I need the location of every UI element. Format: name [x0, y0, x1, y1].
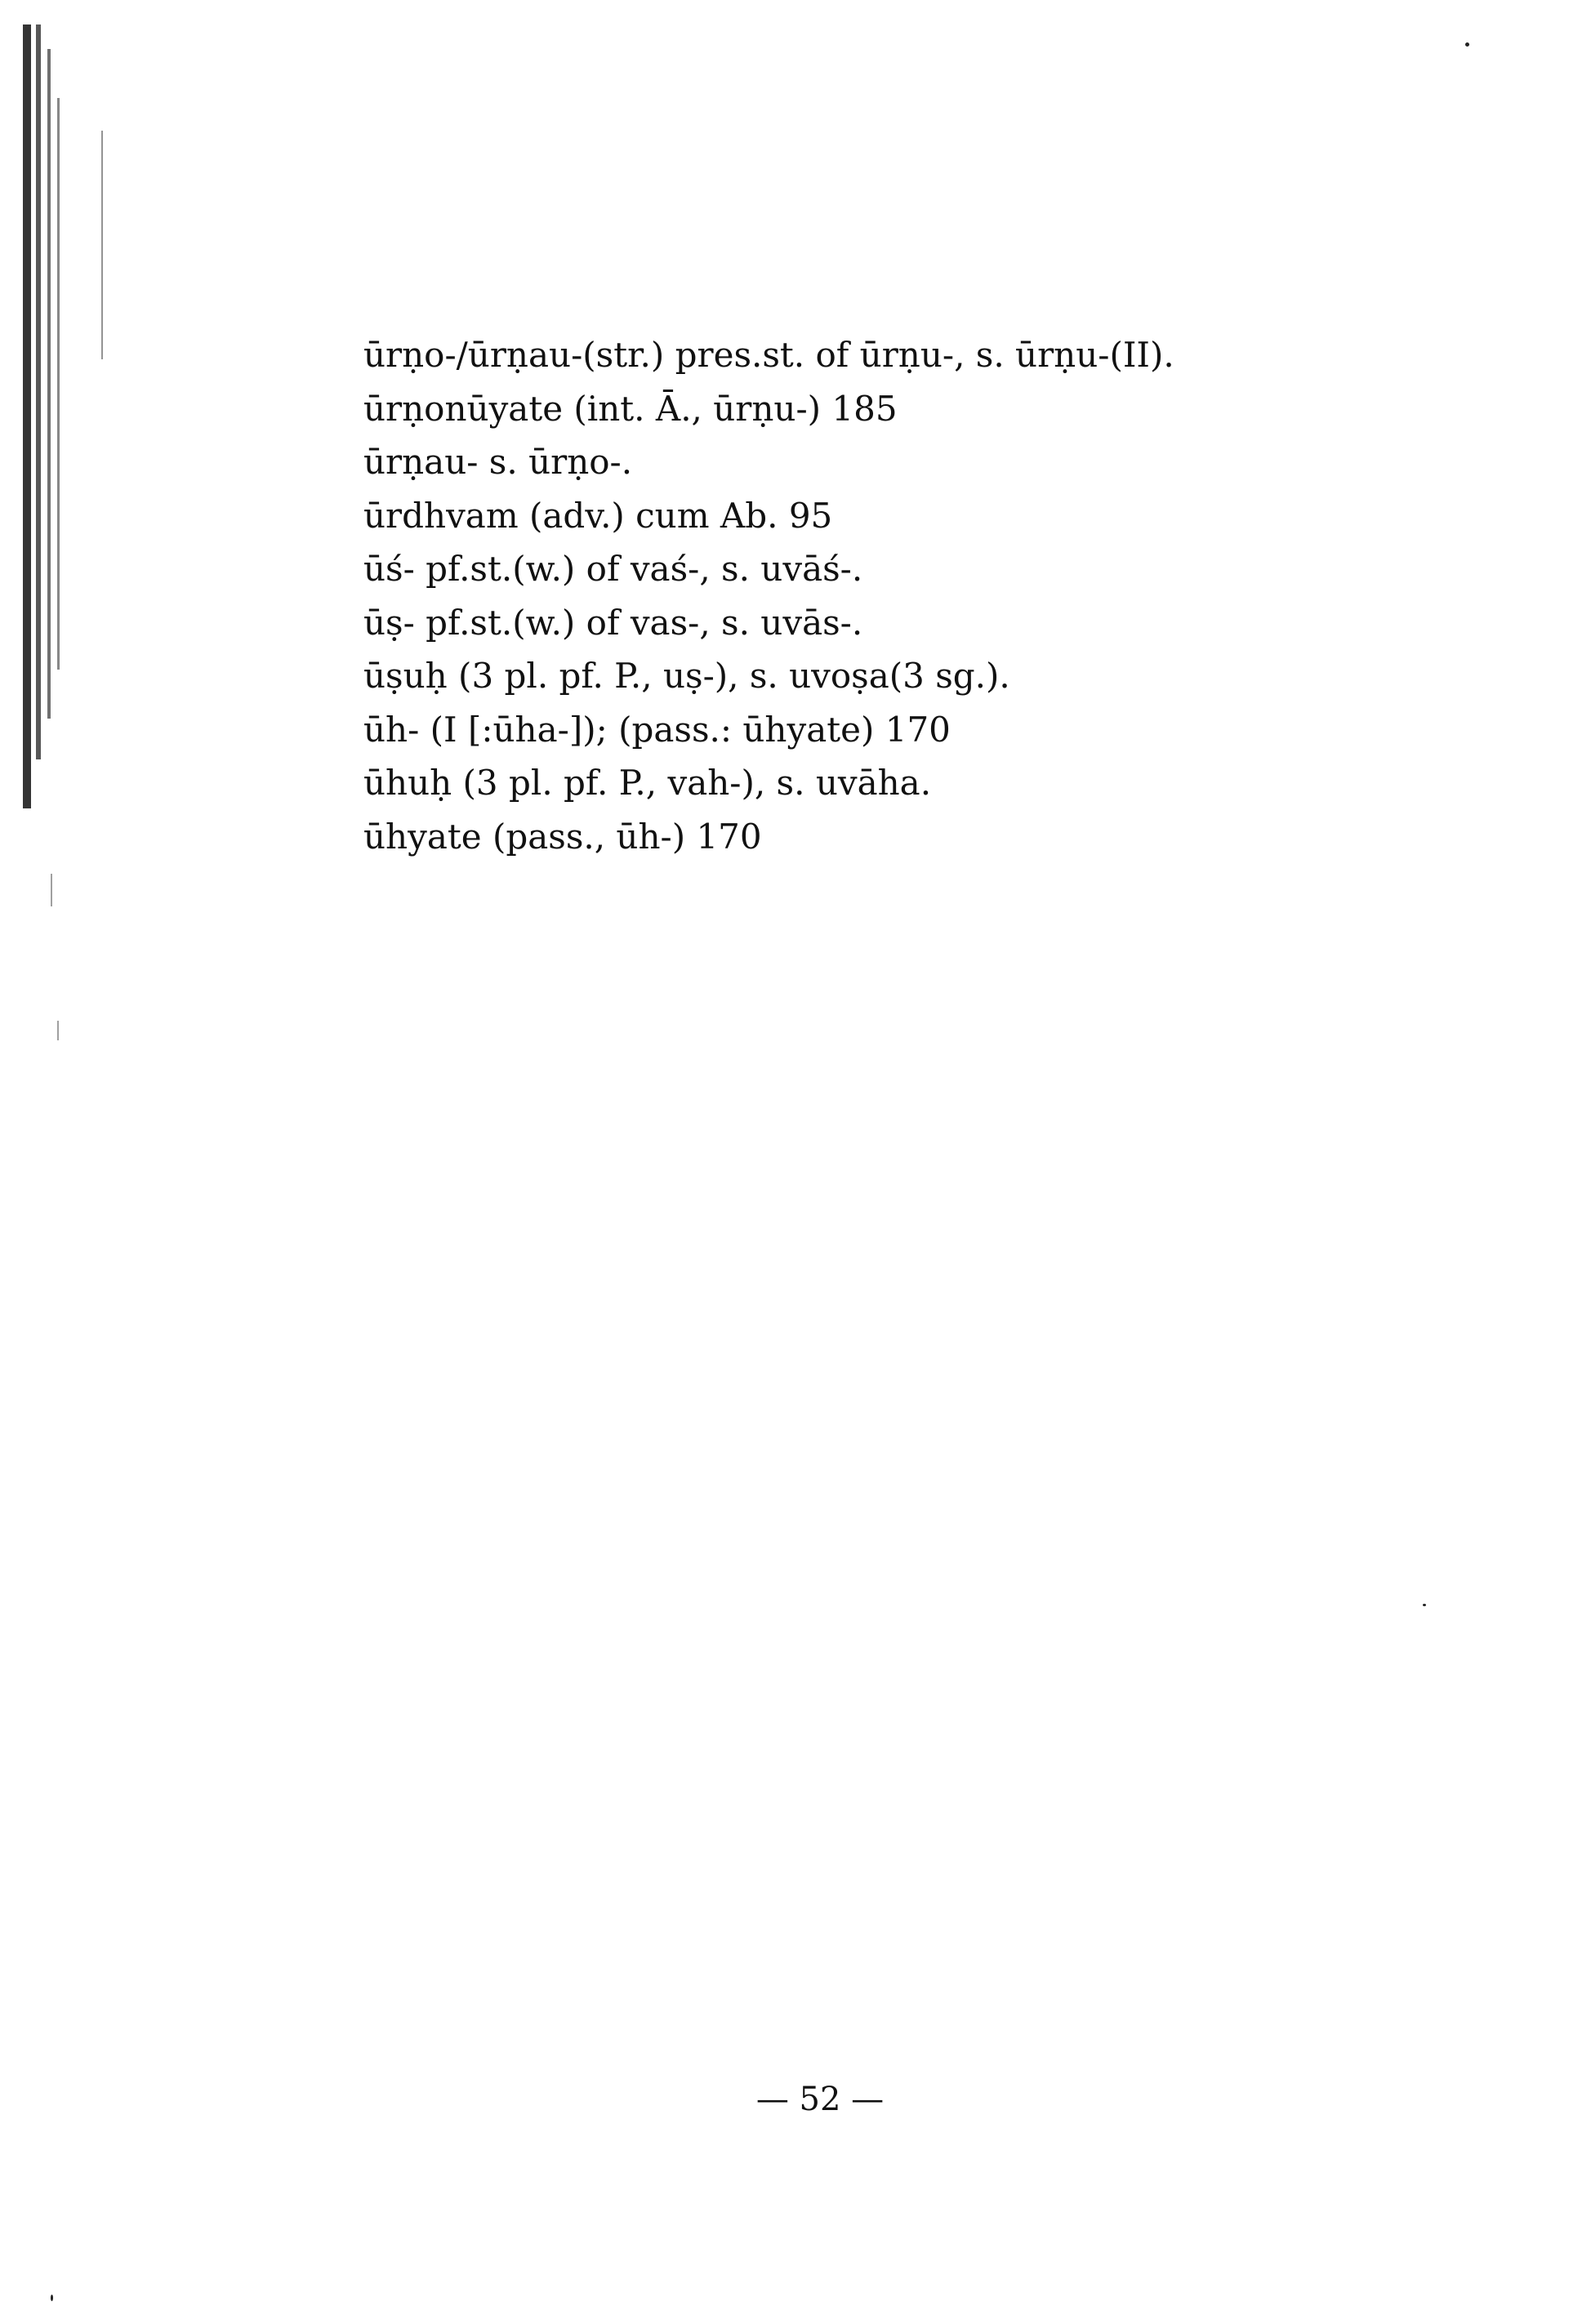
scan-edge-artifact [57, 1021, 59, 1040]
dictionary-entry: ūhyate (pass., ūh-) 170 [363, 816, 762, 857]
scan-edge-artifact [57, 98, 60, 670]
scan-speck [51, 2295, 53, 2301]
scan-speck [1423, 1604, 1426, 1606]
dictionary-entry-list [363, 328, 1425, 863]
scan-edge-artifact [101, 131, 103, 359]
scan-edge-artifact [51, 874, 52, 906]
dictionary-entry: ūh- (I [:ūha-]); (pass.: ūhyate) 170 [363, 709, 951, 750]
dictionary-entry: ūhuḥ (3 pl. pf. P., vah-), s. uvāha. [363, 763, 932, 803]
dictionary-entry: ūrdhvam (adv.) cum Ab. 95 [363, 495, 833, 536]
scan-edge-artifact [47, 49, 51, 719]
dictionary-entry: ūṣuḥ (3 pl. pf. P., uṣ-), s. uvoṣa(3 sg.). [363, 656, 1010, 696]
dictionary-entry: ūṣ- pf.st.(w.) of vas-, s. uvās-. [363, 602, 863, 643]
dictionary-entry: ūrṇau- s. ūrṇo-. [363, 442, 633, 482]
dictionary-entry: ūś- pf.st.(w.) of vaś-, s. uvāś-. [363, 549, 863, 589]
scan-edge-artifact [23, 24, 31, 808]
page-number: — 52 — [755, 2081, 885, 2118]
scan-speck [1465, 42, 1469, 47]
dictionary-entry: ūrṇonūyate (int. Ā., ūrṇu-) 185 [363, 388, 898, 429]
scan-edge-artifact [36, 24, 41, 759]
dictionary-entry: ūrṇo-/ūrṇau-(str.) pres.st. of ūrṇu-, s. ūrṇu-(II). [363, 335, 1174, 375]
